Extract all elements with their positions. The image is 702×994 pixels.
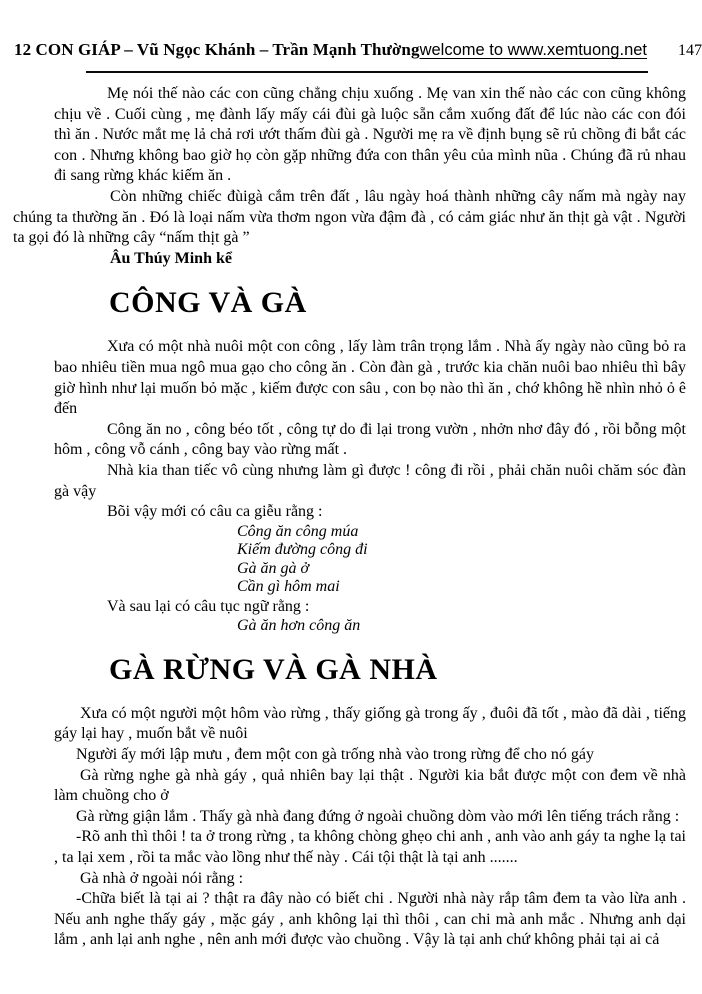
- page-body: [0, 84, 702, 951]
- story1-paragraph-1: Xưa có một nhà nuôi một con công , lấy làm trân trọng lắm . Nhà ấy ngày nào cũng bỏ ra bao nhiêu tiền mua ngô mua gạo cho công ăn . Còn đàn gà , trước kia chăn nuôi bao nhiêu thì bây giờ hình như lại muốn bỏ mặc , kiếm được con sâu , con bọ nào thì ăn , chớ không hề nhìn nhỏ ỏ ê đến: [54, 338, 686, 418]
- verse-intro: Bõi vậy mới có câu ca giễu rằng :: [107, 503, 323, 521]
- proverb-intro: Và sau lại có câu tục ngữ rằng :: [107, 597, 310, 615]
- story2-paragraph-3: Gà rừng nghe gà nhà gáy , quả nhiên bay lại thật . Người kia bắt được một con đem về nhà làm chuồng cho ở: [54, 766, 686, 805]
- header-divider: [86, 71, 648, 73]
- story2-paragraph-7: -Chữa biết là tại ai ? thật ra đây nào có biết chi . Người nhà này rắp tâm đem ta vào lừa anh . Nếu anh nghe thấy gáy , mặc gáy , anh không lại thì thôi , can chi mà anh mắc . Nhưng anh dại lắm , anh lại anh nghe , nên anh mới được vào chuồng . Vậy là tại anh chứ không phải tại ai cả: [54, 890, 686, 949]
- site-link[interactable]: welcome to www.xemtuong.net: [419, 41, 648, 59]
- story2-paragraph-1: Xưa có một người một hôm vào rừng , thấy giống gà trong ấy , đuôi đã tốt , mào đã dài , tiếng gáy lại hay , muốn bắt về nuôi: [54, 704, 686, 743]
- book-title: 12 CON GIÁP – Vũ Ngọc Khánh – Trần Mạnh Thường: [14, 40, 420, 59]
- proverb-line: Gà ăn hơn công ăn: [237, 617, 361, 635]
- story1-paragraph-3: Nhà kia than tiếc vô cùng nhưng làm gì được ! công đi rồi , phải chăn nuôi chăm sóc đàn gà vậy: [54, 461, 686, 500]
- story1-paragraph-2: Công ăn no , công béo tốt , công tự do đi lại trong vườn , nhởn nhơ đây đó , rồi bỗng một hôm , công vỗ cánh , công bay vào rừng mất .: [54, 420, 686, 459]
- story2-paragraph-6: Gà nhà ở ngoài nói rằng :: [80, 869, 244, 887]
- storyteller-byline: Âu Thúy Minh kể: [110, 249, 232, 267]
- verse-line: Kiếm đường công đi: [237, 541, 368, 559]
- page-number: 147: [678, 42, 702, 59]
- intro-paragraph-2: Còn những chiếc đùigà cắm trên đất , lâu ngày hoá thành những cây nấm mà ngày nay chúng ta thường ăn . Đó là loại nấm vừa thơm ngon vừa đậm đà , có cảm giác như ăn thịt gà vật . Người ta gọi đó là những cây “nấm thịt gà ”: [13, 187, 686, 247]
- folk-verse: [237, 523, 686, 597]
- page-header: [14, 40, 702, 60]
- story2-paragraph-2: Người ấy mới lập mưu , đem một con gà trống nhà vào trong rừng để cho nó gáy: [76, 745, 594, 763]
- intro-paragraph-1: Mẹ nói thế nào các con cũng chẳng chịu xuống . Mẹ van xin thế nào các con cũng không chịu về . Cuối cùng , mẹ đành lấy mấy cái đùi gà luộc sẵn cắm xuống đất để lúc nào các con đói thì ăn . Nước mắt mẹ lả chả rơi ướt thấm đùi gà . Người mẹ ra về định bụng sẽ rủ chồng đi bắt các con . Nhưng không bao giờ họ còn gặp những đứa con thân yêu của mình nũa . Chúng đã rủ nhau đi sang rừng khác kiếm ăn .: [54, 85, 686, 185]
- verse-line: Công ăn công múa: [237, 522, 359, 540]
- story-title-ga-rung-va-ga-nha: GÀ RỪNG VÀ GÀ NHÀ: [109, 652, 438, 686]
- verse-line: Cần gì hôm mai: [237, 578, 340, 596]
- story2-paragraph-4: Gà rừng giận lắm . Thấy gà nhà đang đứng ở ngoài chuồng dòm vào mới lên tiếng trách rằng :: [76, 807, 680, 825]
- story2-paragraph-5: -Rõ anh thì thôi ! ta ở trong rừng , ta không chòng ghẹo chi anh , anh vào anh gáy ta nghe lạ tai , ta lại xem , rồi ta mắc vào lồng như thế này . Cái tội thật là tại anh .......: [54, 828, 686, 866]
- verse-line: Gà ăn gà ở: [237, 559, 310, 577]
- story-title-cong-va-ga: CÔNG VÀ GÀ: [109, 286, 307, 320]
